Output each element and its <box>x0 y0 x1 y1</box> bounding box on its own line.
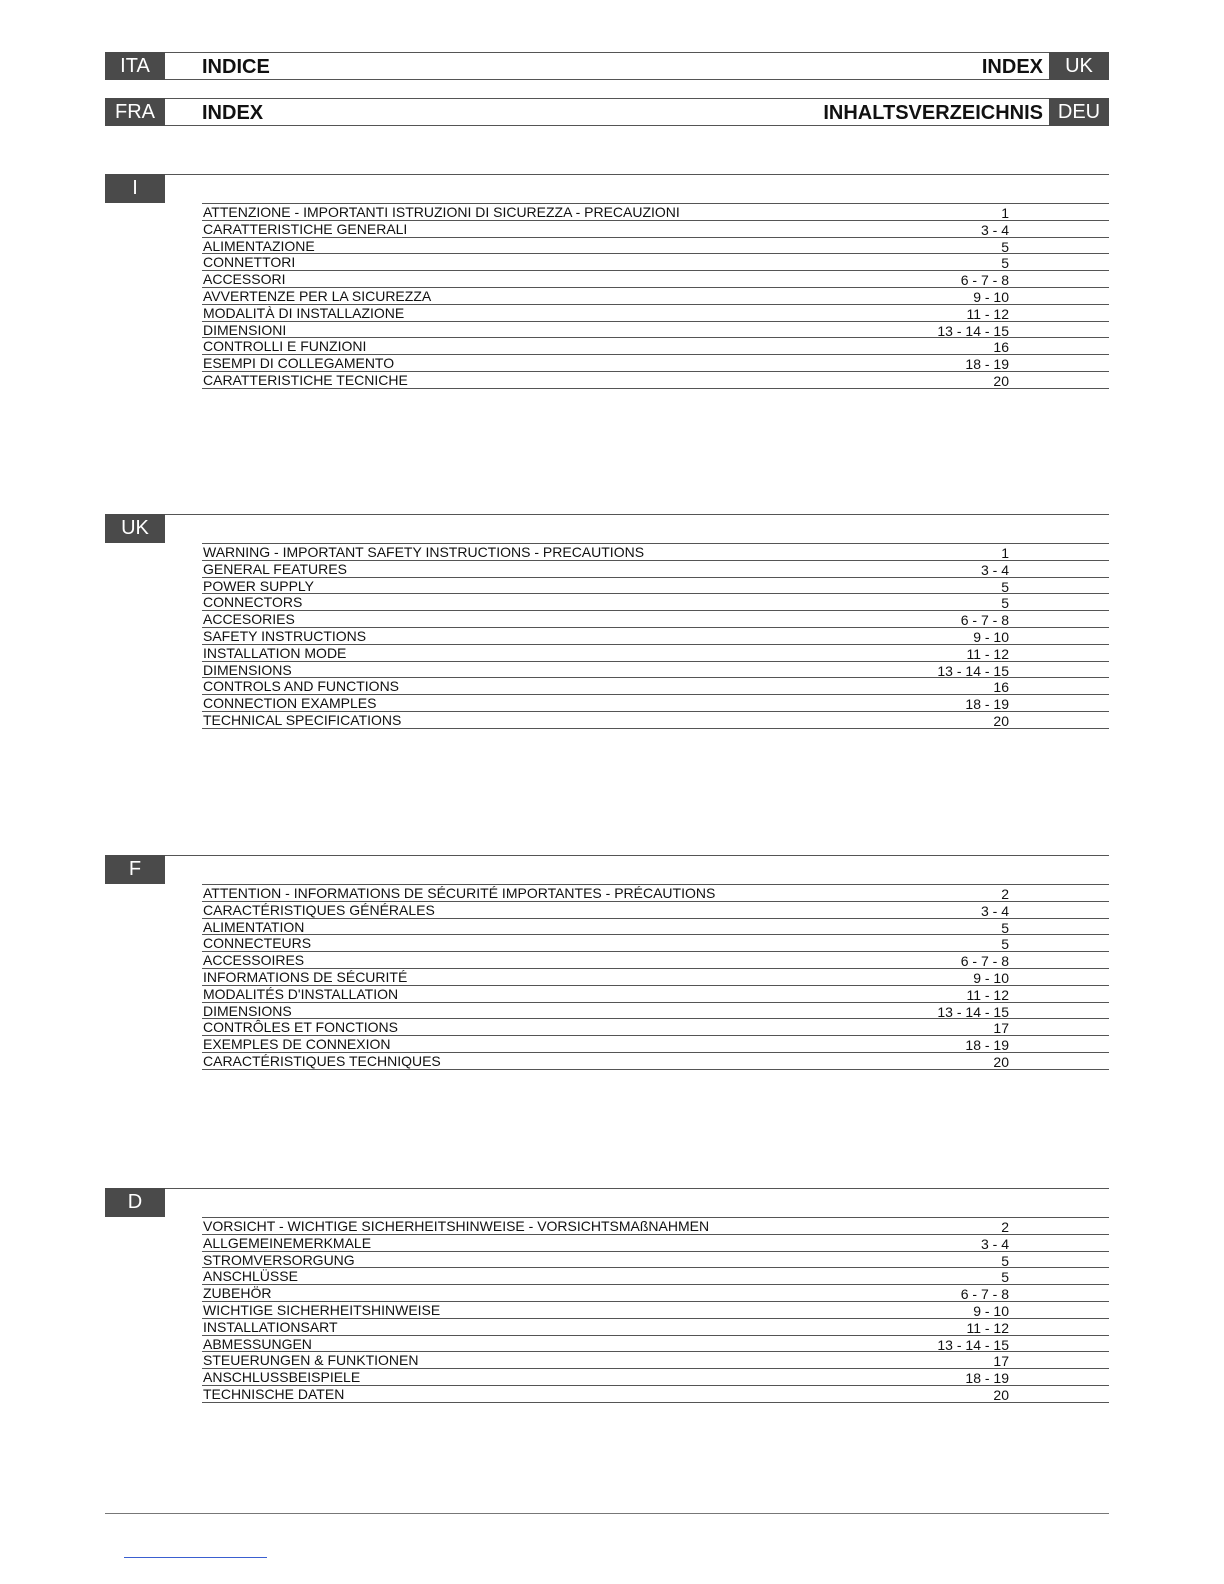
toc-entry-page: 17 <box>993 1020 1009 1037</box>
toc-entry-page: 13 - 14 - 15 <box>937 1336 1009 1353</box>
toc-entry-page: 18 - 19 <box>965 356 1009 373</box>
toc-entry[interactable] <box>202 594 1109 611</box>
toc-entry-title: WICHTIGE SICHERHEITSHINWEISE <box>203 1301 441 1318</box>
toc-entry[interactable] <box>202 1235 1109 1252</box>
toc-entry-page: 20 <box>993 1386 1009 1403</box>
language-tag-deu: DEU <box>1049 98 1109 126</box>
language-tag-ita: ITA <box>105 52 165 80</box>
toc-entry[interactable] <box>202 645 1109 662</box>
header-row-1 <box>105 52 1109 80</box>
toc-entry-title: CONTROLS AND FUNCTIONS <box>203 678 400 695</box>
toc-entry-title: STROMVERSORGUNG <box>203 1251 355 1268</box>
toc-entry-page: 2 <box>1001 1219 1009 1235</box>
toc-entry-title: ATTENZIONE - IMPORTANTI ISTRUZIONI DI SICUREZZA - PRECAUZIONI <box>203 204 680 220</box>
toc-entry[interactable] <box>202 611 1109 628</box>
header-title-indice: INDICE <box>202 56 270 78</box>
toc-entry-page: 5 <box>1001 1252 1009 1269</box>
toc-entry[interactable] <box>202 204 1109 221</box>
toc-entry[interactable] <box>202 1386 1109 1403</box>
toc-entry-title: CARACTÉRISTIQUES GÉNÉRALES <box>203 901 435 918</box>
section-tag: UK <box>105 514 165 543</box>
toc-entry-title: ALIMENTAZIONE <box>203 237 315 254</box>
toc-list <box>202 884 1109 1070</box>
toc-entry[interactable] <box>202 986 1109 1003</box>
toc-entry[interactable] <box>202 902 1109 919</box>
section-divider <box>165 514 1109 515</box>
toc-entry[interactable] <box>202 355 1109 372</box>
toc-entry[interactable] <box>202 1268 1109 1285</box>
footer-divider <box>105 1513 1109 1514</box>
toc-list <box>202 543 1109 729</box>
toc-entry[interactable] <box>202 1319 1109 1336</box>
toc-entry[interactable] <box>202 1036 1109 1053</box>
toc-entry-title: CONNECTEURS <box>203 935 312 952</box>
language-tag-fra: FRA <box>105 98 165 126</box>
toc-entry-title: CONNETTORI <box>203 254 296 271</box>
section-divider <box>165 1188 1109 1189</box>
header-row-2 <box>105 98 1109 126</box>
toc-entry[interactable] <box>202 322 1109 339</box>
toc-entry-page: 18 - 19 <box>965 1037 1009 1054</box>
toc-entry-title: ANSCHLUSSBEISPIELE <box>203 1369 361 1386</box>
toc-entry[interactable] <box>202 952 1109 969</box>
toc-entry[interactable] <box>202 919 1109 936</box>
toc-entry-page: 5 <box>1001 936 1009 953</box>
toc-entry[interactable] <box>202 969 1109 986</box>
toc-entry[interactable] <box>202 238 1109 255</box>
section-tag: I <box>105 174 165 203</box>
toc-entry[interactable] <box>202 1302 1109 1319</box>
toc-entry-page: 3 - 4 <box>980 221 1009 238</box>
toc-entry-title: INSTALLATIONSART <box>203 1318 338 1335</box>
toc-entry-title: ACCESSOIRES <box>203 952 305 969</box>
header-title-index-fr: INDEX <box>202 102 264 124</box>
toc-entry-page: 1 <box>1001 545 1009 561</box>
toc-entry-title: ALIMENTATION <box>203 918 305 935</box>
toc-list <box>202 1217 1109 1403</box>
toc-entry-title: CARATTERISTICHE TECNICHE <box>203 371 408 388</box>
toc-entry[interactable] <box>202 1252 1109 1269</box>
toc-entry-page: 13 - 14 - 15 <box>937 322 1009 339</box>
toc-entry-page: 3 - 4 <box>980 902 1009 919</box>
toc-entry-title: POWER SUPPLY <box>203 577 314 594</box>
toc-entry-title: ESEMPI DI COLLEGAMENTO <box>203 355 395 372</box>
toc-entry-page: 9 - 10 <box>973 628 1009 645</box>
toc-entry[interactable] <box>202 712 1109 729</box>
language-tag-uk: UK <box>1049 52 1109 80</box>
toc-entry[interactable] <box>202 662 1109 679</box>
toc-entry[interactable] <box>202 305 1109 322</box>
toc-entry-page: 11 - 12 <box>966 986 1009 1003</box>
toc-entry-title: CARATTERISTICHE GENERALI <box>203 220 408 237</box>
toc-entry-title: GENERAL FEATURES <box>203 560 347 577</box>
toc-entry[interactable] <box>202 561 1109 578</box>
header-bar <box>165 98 1049 126</box>
toc-entry-page: 5 <box>1001 578 1009 595</box>
footer-link-underline[interactable] <box>124 1557 267 1558</box>
toc-entry-page: 1 <box>1001 205 1009 221</box>
section-divider <box>165 855 1109 856</box>
toc-entry-title: ABMESSUNGEN <box>203 1335 312 1352</box>
toc-list <box>202 203 1109 389</box>
toc-entry-title: TECHNISCHE DATEN <box>203 1385 345 1402</box>
toc-entry-title: ACCESSORI <box>203 271 286 288</box>
toc-entry-title: ZUBEHÖR <box>203 1285 272 1302</box>
toc-entry[interactable] <box>202 254 1109 271</box>
toc-entry-title: INFORMATIONS DE SÉCURITÉ <box>203 968 408 985</box>
header-bar <box>165 52 1049 80</box>
toc-entry[interactable] <box>202 271 1109 288</box>
toc-entry-title: DIMENSIONS <box>203 1002 292 1019</box>
toc-entry-page: 11 - 12 <box>966 645 1009 662</box>
toc-entry-page: 9 - 10 <box>973 288 1009 305</box>
toc-entry-title: CONTROLLI E FUNZIONI <box>203 338 367 355</box>
toc-entry-page: 6 - 7 - 8 <box>960 272 1009 289</box>
toc-entry-page: 11 - 12 <box>966 305 1009 322</box>
toc-entry-page: 13 - 14 - 15 <box>937 662 1009 679</box>
toc-entry[interactable] <box>202 1369 1109 1386</box>
toc-entry-title: ATTENTION - INFORMATIONS DE SÉCURITÉ IMPORTANTES - PRÉCAUTIONS <box>203 885 716 901</box>
toc-entry-title: DIMENSIONI <box>203 321 287 338</box>
toc-entry[interactable] <box>202 1019 1109 1036</box>
toc-entry[interactable] <box>202 221 1109 238</box>
toc-entry-page: 18 - 19 <box>965 696 1009 713</box>
toc-entry-title: MODALITÀ DI INSTALLAZIONE <box>203 304 405 321</box>
toc-entry-title: ALLGEMEINEMERKMALE <box>203 1234 372 1251</box>
toc-entry-page: 20 <box>993 712 1009 729</box>
toc-entry[interactable] <box>202 578 1109 595</box>
toc-entry[interactable] <box>202 1003 1109 1020</box>
toc-entry-title: VORSICHT - WICHTIGE SICHERHEITSHINWEISE - VORSICHTSMAßNAHMEN <box>203 1218 710 1234</box>
toc-entry-page: 6 - 7 - 8 <box>960 1286 1009 1303</box>
section-divider <box>165 174 1109 175</box>
toc-entry-title: ACCESORIES <box>203 611 295 628</box>
toc-entry-title: SAFETY INSTRUCTIONS <box>203 627 367 644</box>
toc-entry[interactable] <box>202 288 1109 305</box>
toc-entry-title: STEUERUNGEN & FUNKTIONEN <box>203 1352 419 1369</box>
toc-entry-page: 5 <box>1001 1269 1009 1286</box>
toc-entry-page: 6 - 7 - 8 <box>960 612 1009 629</box>
toc-entry-page: 17 <box>993 1353 1009 1370</box>
toc-entry-page: 5 <box>1001 255 1009 272</box>
toc-entry-title: WARNING - IMPORTANT SAFETY INSTRUCTIONS - PRECAUTIONS <box>203 544 645 560</box>
section-tag: F <box>105 855 165 884</box>
toc-entry[interactable] <box>202 1053 1109 1070</box>
toc-entry[interactable] <box>202 544 1109 561</box>
toc-entry-page: 9 - 10 <box>973 1302 1009 1319</box>
toc-entry-page: 16 <box>993 679 1009 696</box>
toc-entry-title: CONTRÔLES ET FONCTIONS <box>203 1019 398 1036</box>
toc-entry[interactable] <box>202 372 1109 389</box>
toc-entry[interactable] <box>202 628 1109 645</box>
toc-entry-page: 6 - 7 - 8 <box>960 953 1009 970</box>
toc-entry-title: EXEMPLES DE CONNEXION <box>203 1036 391 1053</box>
toc-entry-page: 5 <box>1001 238 1009 255</box>
section-tag: D <box>105 1188 165 1217</box>
toc-entry-title: DIMENSIONS <box>203 661 292 678</box>
toc-entry-title: CONNECTION EXAMPLES <box>203 695 377 712</box>
toc-entry[interactable] <box>202 338 1109 355</box>
toc-entry-title: AVVERTENZE PER LA SICUREZZA <box>203 287 432 304</box>
toc-entry[interactable] <box>202 1336 1109 1353</box>
header-title-index: INDEX <box>981 56 1043 78</box>
toc-entry[interactable] <box>202 1285 1109 1302</box>
toc-entry-page: 5 <box>1001 595 1009 612</box>
toc-entry-title: CONNECTORS <box>203 594 303 611</box>
toc-entry-title: TECHNICAL SPECIFICATIONS <box>203 711 402 728</box>
toc-entry-page: 5 <box>1001 919 1009 936</box>
toc-entry[interactable] <box>202 935 1109 952</box>
toc-entry-page: 3 - 4 <box>980 561 1009 578</box>
toc-entry-page: 13 - 14 - 15 <box>937 1003 1009 1020</box>
toc-entry-page: 11 - 12 <box>966 1319 1009 1336</box>
toc-entry[interactable] <box>202 885 1109 902</box>
toc-entry-page: 20 <box>993 1053 1009 1070</box>
toc-entry-title: CARACTÉRISTIQUES TECHNIQUES <box>203 1052 441 1069</box>
toc-entry-title: ANSCHLÜSSE <box>203 1268 298 1285</box>
toc-entry-page: 20 <box>993 372 1009 389</box>
toc-entry-page: 18 - 19 <box>965 1370 1009 1387</box>
toc-entry[interactable] <box>202 695 1109 712</box>
header-title-inhaltsverzeichnis: INHALTSVERZEICHNIS <box>823 102 1043 124</box>
toc-entry-title: MODALITÉS D'INSTALLATION <box>203 985 399 1002</box>
toc-entry-page: 3 - 4 <box>980 1235 1009 1252</box>
toc-entry[interactable] <box>202 678 1109 695</box>
toc-entry-page: 2 <box>1001 886 1009 902</box>
toc-entry-page: 16 <box>993 339 1009 356</box>
toc-entry-title: INSTALLATION MODE <box>203 644 347 661</box>
toc-entry[interactable] <box>202 1218 1109 1235</box>
toc-entry-page: 9 - 10 <box>973 969 1009 986</box>
toc-entry[interactable] <box>202 1352 1109 1369</box>
